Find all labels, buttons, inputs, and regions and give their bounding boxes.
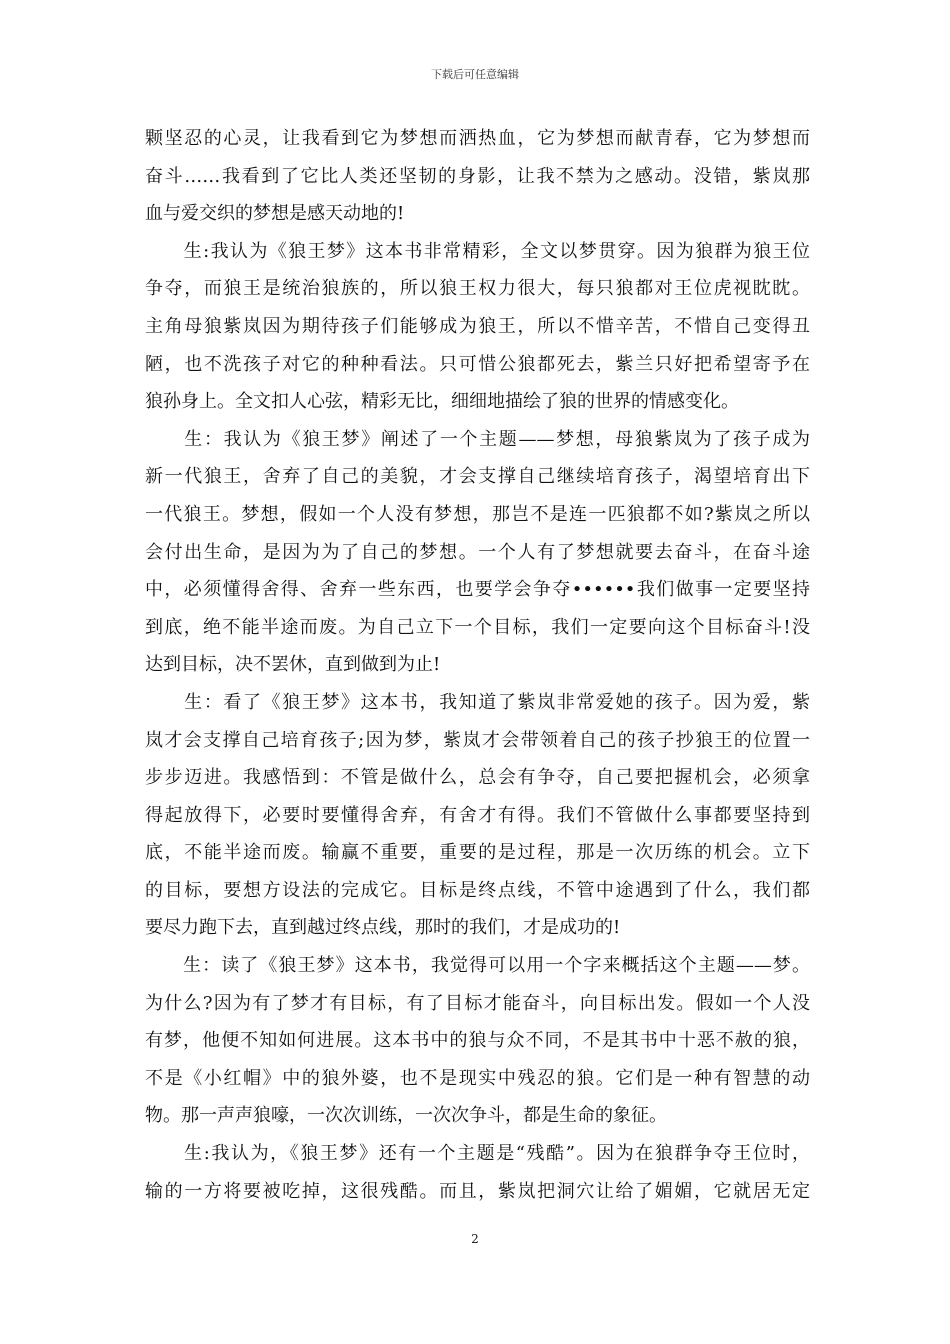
text-line: 奋斗……我看到了它比人类还坚韧的身影，让我不禁为之感动。没错，紫岚那	[145, 165, 810, 187]
text-line: 会付出生命，是因为为了自己的梦想。一个人有了梦想就要去奋斗，在奋斗途	[145, 541, 810, 563]
text-line: 的目标，要想方设法的完成它。目标是终点线，不管中途遇到了什么，我们都	[145, 879, 810, 901]
text-line: 新一代狼王，舍弃了自己的美貌，才会支撑自己继续培育孩子，渴望培育出下	[145, 466, 810, 488]
text-line: 主角母狼紫岚因为期待孩子们能够成为狼王，所以不惜辛苦，不惜自己变得丑	[145, 315, 810, 337]
text-line: 生：我认为《狼王梦》阐述了一个主题——梦想，母狼紫岚为了孩子成为	[145, 428, 810, 450]
text-line: 到底，绝不能半途而废。为自己立下一个目标，我们一定要向这个目标奋斗!没	[145, 616, 810, 638]
text-line: 争夺，而狼王是统治狼族的，所以狼王权力很大，每只狼都对王位虎视眈眈。	[145, 278, 810, 300]
text-line: 不是《小红帽》中的狼外婆，也不是现实中残忍的狼。它们是一种有智慧的动	[145, 1067, 810, 1089]
body-text	[145, 120, 810, 1210]
page-number: 2	[471, 1232, 479, 1246]
text-line: 生:我认为《狼王梦》这本书非常精彩，全文以梦贯穿。因为狼群为狼王位	[145, 240, 810, 262]
text-line: 中，必须懂得舍得、舍弃一些东西，也要学会争夺••••••我们做事一定要坚持	[145, 579, 810, 601]
text-line: 输的一方将要被吃掉，这很残酷。而且，紫岚把洞穴让给了媚媚，它就居无定	[145, 1180, 810, 1202]
text-line: 生：看了《狼王梦》这本书，我知道了紫岚非常爱她的孩子。因为爱，紫	[145, 691, 810, 713]
text-line: 物。那一声声狼嚎，一次次训练，一次次争斗，都是生命的象征。	[145, 1105, 667, 1127]
text-line: 生：读了《狼王梦》这本书，我觉得可以用一个字来概括这个主题——梦。	[145, 955, 810, 977]
text-line: 陋，也不洗孩子对它的种种看法。只可惜公狼都死去，紫兰只好把希望寄予在	[145, 353, 810, 375]
paragraph	[145, 1135, 810, 1210]
text-line: 血与爱交织的梦想是感天动地的!	[145, 203, 405, 225]
text-line: 底，不能半途而废。输赢不重要，重要的是过程，那是一次历练的机会。立下	[145, 842, 810, 864]
text-line: 岚才会支撑自己培育孩子;因为梦，紫岚才会带领着自己的孩子抄狼王的位置一	[145, 729, 810, 751]
text-line: 步步迈进。我感悟到：不管是做什么，总会有争夺，自己要把握机会，必须拿	[145, 767, 810, 789]
text-line: 有梦，他便不知如何进展。这本书中的狼与众不同，不是其书中十恶不赦的狼，	[145, 1030, 810, 1052]
paragraph	[145, 421, 810, 684]
text-line: 要尽力跑下去，直到越过终点线，那时的我们，才是成功的!	[145, 917, 621, 939]
text-line: 狼孙身上。全文扣人心弦，精彩无比，细细地描绘了狼的世界的情感变化。	[145, 391, 739, 413]
paragraph	[145, 233, 810, 421]
text-line: 一代狼王。梦想，假如一个人没有梦想，那岂不是连一匹狼都不如?紫岚之所以	[145, 503, 810, 525]
text-line: 颗坚忍的心灵，让我看到它为梦想而洒热血，它为梦想而献青春，它为梦想而	[145, 128, 810, 149]
text-line: 生:我认为，《狼王梦》还有一个主题是“残酷”。因为在狼群争夺王位时，	[145, 1143, 810, 1165]
paragraph	[145, 684, 810, 947]
text-line: 为什么?因为有了梦才有目标，有了目标才能奋斗，向目标出发。假如一个人没	[145, 992, 810, 1014]
paragraph	[145, 947, 810, 1135]
text-line: 得起放得下，必要时要懂得舍弃，有舍才有得。我们不管做什么事都要坚持到	[145, 804, 810, 826]
text-line: 达到目标，决不罢休，直到做到为止!	[145, 654, 441, 676]
paragraph	[145, 120, 810, 233]
page-header: 下载后可任意编辑	[431, 68, 519, 81]
